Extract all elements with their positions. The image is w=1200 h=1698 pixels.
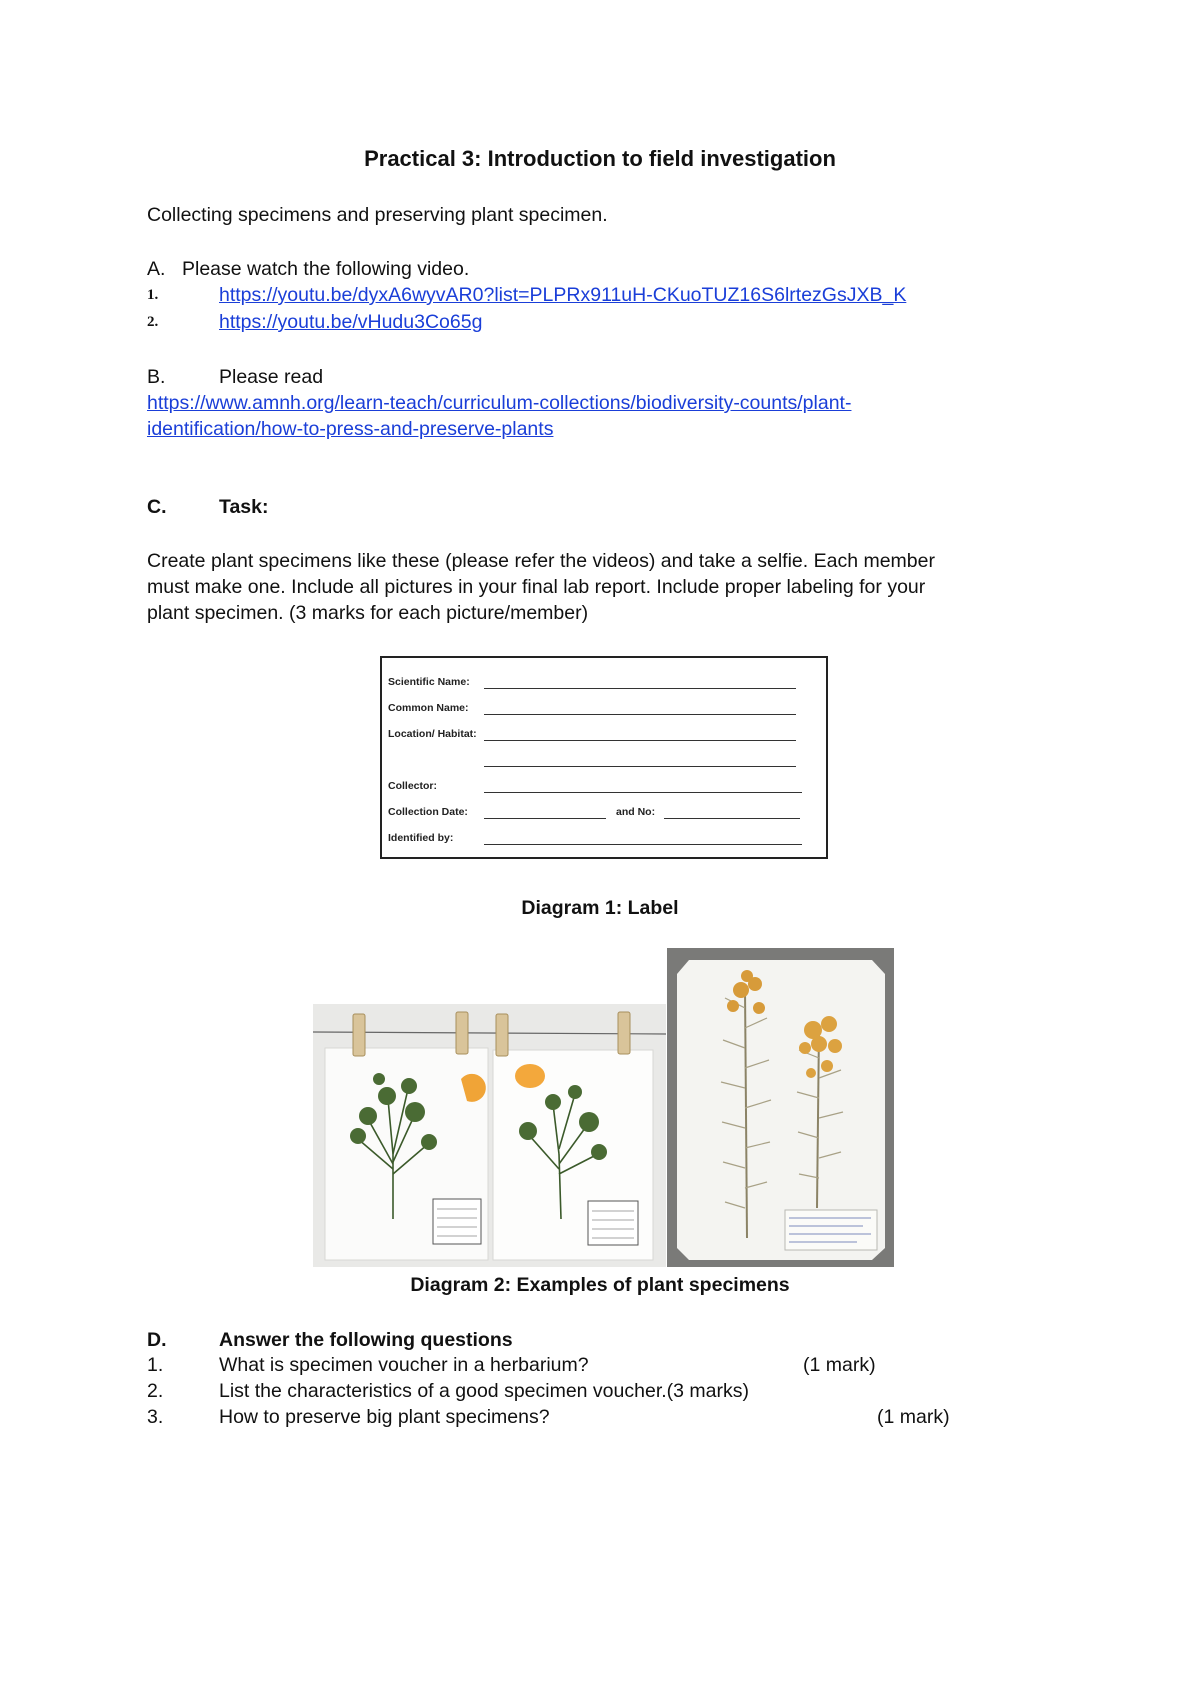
amnh-link-line-2[interactable]: identification/how-to-press-and-preserve-plants [147,418,554,440]
label-and-no: and No: [616,806,656,818]
question-2-text: List the characteristics of a good specimen voucher.(3 marks) [219,1380,749,1402]
question-1-text: What is specimen voucher in a herbarium? [219,1354,589,1376]
link-number-1: 1. [147,287,159,303]
label-line [484,688,796,689]
video-link-1[interactable]: https://youtu.be/dyxA6wyvAR0?list=PLPRx911uH-CKuoTUZ16S6lrtezGsJXB_K [219,284,907,306]
label-line [484,740,796,741]
hanging-specimens-photo [313,1004,666,1267]
label-line [484,844,802,845]
section-a-marker: A. [147,258,166,280]
task-paragraph-line-1: Create plant specimens like these (please refer the videos) and take a selfie. Each member [147,550,935,572]
section-b-text: Please read [219,366,324,388]
question-2-number: 2. [147,1380,164,1402]
label-line [664,818,800,819]
gorse-herbarium-photo [667,948,894,1267]
diagram-2-caption: Diagram 2: Examples of plant specimens [410,1274,790,1296]
label-line [484,714,796,715]
intro-text: Collecting specimens and preserving plant specimen. [147,204,608,226]
label-location-habitat: Location/ Habitat: [388,728,477,740]
label-common-name: Common Name: [388,702,469,714]
specimen-label-card [380,656,828,859]
link-number-2: 2. [147,314,159,330]
label-collector: Collector: [388,780,438,792]
question-3-text: How to preserve big plant specimens? [219,1406,550,1428]
page-title: Practical 3: Introduction to field investigation [364,146,836,171]
question-1-marks: (1 mark) [803,1354,876,1376]
task-paragraph-line-2: must make one. Include all pictures in your final lab report. Include proper labeling for your [147,576,926,598]
section-c-marker: C. [147,496,167,518]
question-1-number: 1. [147,1354,164,1376]
video-link-2[interactable]: https://youtu.be/vHudu3Co65g [219,311,483,333]
question-3-marks: (1 mark) [877,1406,950,1428]
label-line [484,766,796,767]
label-identified-by: Identified by: [388,832,454,844]
label-line [484,818,606,819]
section-d-marker: D. [147,1329,167,1351]
label-collection-date: Collection Date: [388,806,468,818]
section-b-marker: B. [147,366,166,388]
section-d-heading: Answer the following questions [219,1329,513,1351]
question-3-number: 3. [147,1406,164,1428]
section-c-heading: Task: [219,496,269,518]
section-a-text: Please watch the following video. [182,258,470,280]
task-paragraph-line-3: plant specimen. (3 marks for each picture/member) [147,602,589,624]
amnh-link-line-1[interactable]: https://www.amnh.org/learn-teach/curriculum-collections/biodiversity-counts/plant- [147,392,852,414]
label-scientific-name: Scientific Name: [388,676,470,688]
diagram-1-caption: Diagram 1: Label [521,897,679,919]
label-line [484,792,802,793]
